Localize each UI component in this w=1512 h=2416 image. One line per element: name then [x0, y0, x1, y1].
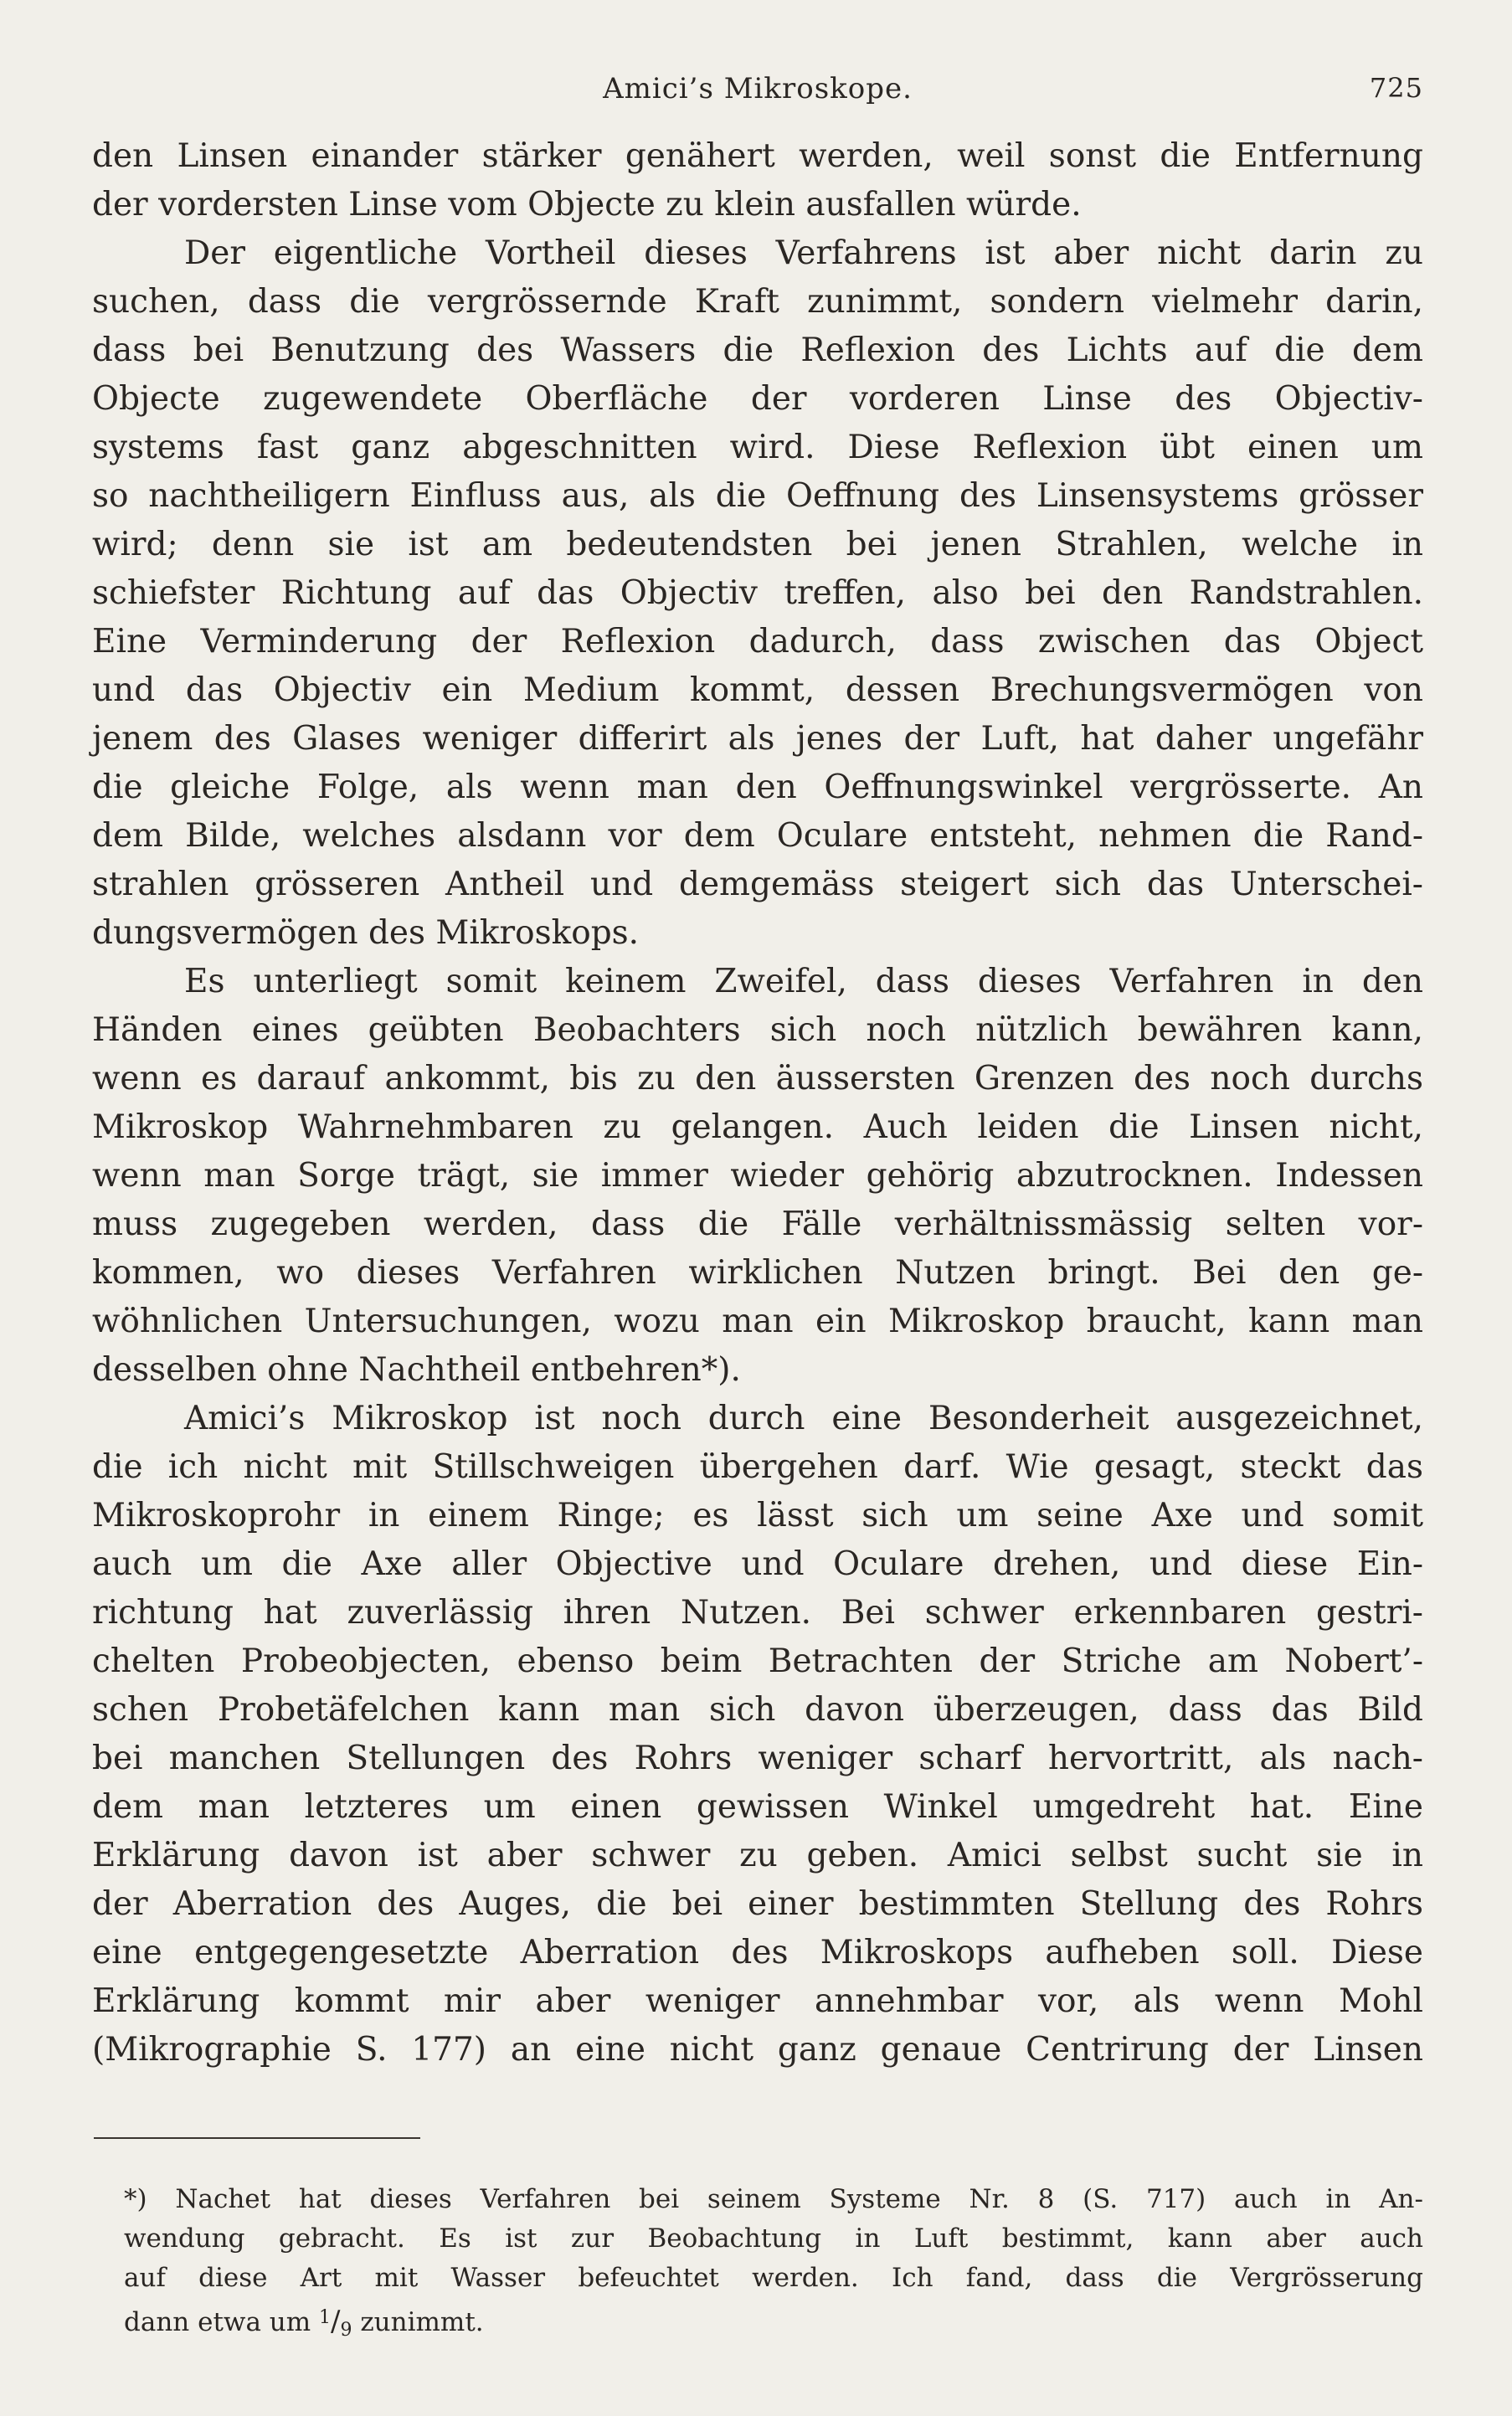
text-line: schen Probetäfelchen kann man sich davon überzeugen, dass das Bild — [92, 1691, 1423, 1729]
text-line: Eine Verminderung der Reflexion dadurch, dass zwischen das Object — [92, 623, 1423, 661]
text-line: der vordersten Linse vom Objecte zu klein ausfallen würde. — [92, 186, 1082, 224]
text-line: dem man letzteres um einen gewissen Winkel umgedreht hat. Eine — [92, 1788, 1423, 1826]
text-line: Mikroskop Wahrnehmbaren zu gelangen. Auch leiden die Linsen nicht, — [92, 1108, 1423, 1146]
footnote — [124, 2180, 1423, 2341]
text-line: auch um die Axe aller Objective und Oculare drehen, und diese Ein- — [92, 1545, 1423, 1583]
text-line: dungsvermögen des Mikroskops. — [92, 914, 640, 952]
page-number: 725 — [1369, 72, 1423, 104]
text-line: wenn man Sorge trägt, sie immer wieder gehörig abzutrocknen. Indessen — [92, 1157, 1423, 1195]
footnote-line: *) Nachet hat dieses Verfahren bei seinem Systeme Nr. 8 (S. 717) auch in An- — [124, 2184, 1423, 2214]
text-line: chelten Probeobjecten, ebenso beim Betrachten der Striche am Nobert’- — [92, 1642, 1423, 1680]
text-line: den Linsen einander stärker genähert werden, weil sonst die Entfernung — [92, 137, 1423, 175]
text-line: eine entgegengesetzte Aberration des Mikroskops aufheben soll. Diese — [92, 1934, 1423, 1971]
text-line: (Mikrographie S. 177) an eine nicht ganz genaue Centrirung der Linsen — [92, 2031, 1423, 2069]
fraction-numerator: 1 — [319, 2307, 332, 2328]
text-line: Erklärung kommt mir aber weniger annehmbar vor, als wenn Mohl — [92, 1982, 1423, 2020]
body-text — [92, 132, 1423, 2074]
fraction-denominator: 9 — [340, 2320, 352, 2341]
text-line: richtung hat zuverlässig ihren Nutzen. Bei schwer erkennbaren gestri- — [92, 1594, 1423, 1632]
text-line: Händen eines geübten Beobachters sich noch nützlich bewähren kann, — [92, 1011, 1423, 1049]
text-line: wöhnlichen Untersuchungen, wozu man ein Mikroskop braucht, kann man — [92, 1303, 1423, 1340]
running-title: Amici’s Mikroskope. — [603, 72, 913, 105]
text-line: jenem des Glases weniger differirt als jenes der Luft, hat daher ungefähr — [92, 720, 1423, 758]
text-line: schiefster Richtung auf das Objectiv treffen, also bei den Randstrahlen. — [92, 574, 1423, 612]
text-line: Amici’s Mikroskop ist noch durch eine Besonderheit ausgezeichnet, — [184, 1400, 1423, 1437]
text-line: Der eigentliche Vortheil dieses Verfahrens ist aber nicht darin zu — [184, 234, 1423, 272]
text-line: kommen, wo dieses Verfahren wirklichen Nutzen bringt. Bei den ge- — [92, 1254, 1423, 1292]
text-line: und das Objectiv ein Medium kommt, dessen Brechungsvermögen von — [92, 671, 1423, 709]
text-line: die ich nicht mit Stillschweigen übergehen darf. Wie gesagt, steckt das — [92, 1448, 1423, 1486]
text-line: bei manchen Stellungen des Rohrs weniger scharf hervortritt, als nach- — [92, 1740, 1423, 1777]
text-line: Es unterliegt somit keinem Zweifel, dass dieses Verfahren in den — [184, 963, 1423, 1000]
fraction-slash: / — [331, 2305, 341, 2338]
text-line: strahlen grösseren Antheil und demgemäss steigert sich das Unterschei- — [92, 866, 1423, 903]
footnote-divider — [94, 2137, 420, 2139]
text-line: wird; denn sie ist am bedeutendsten bei jenen Strahlen, welche in — [92, 526, 1423, 563]
text-line: die gleiche Folge, als wenn man den Oeffnungswinkel vergrösserte. An — [92, 768, 1423, 806]
text-line: Objecte zugewendete Oberfläche der vorderen Linse des Objectiv- — [92, 380, 1423, 418]
text-line: so nachtheiligern Einfluss aus, als die Oeffnung des Linsensystems grösser — [92, 477, 1423, 515]
text-line: Erklärung davon ist aber schwer zu geben. Amici selbst sucht sie in — [92, 1837, 1423, 1874]
text-line: suchen, dass die vergrössernde Kraft zunimmt, sondern vielmehr darin, — [92, 283, 1423, 321]
text-line: dass bei Benutzung des Wassers die Reflexion des Lichts auf die dem — [92, 332, 1423, 369]
footnote-line — [124, 2298, 1423, 2341]
text-line: systems fast ganz abgeschnitten wird. Diese Reflexion übt einen um — [92, 429, 1423, 466]
text-line: dem Bilde, welches alsdann vor dem Oculare entsteht, nehmen die Rand- — [92, 817, 1423, 855]
fraction — [319, 2305, 352, 2341]
footnote-text: dann etwa um — [124, 2307, 311, 2337]
text-line: Mikroskoprohr in einem Ringe; es lässt sich um seine Axe und somit — [92, 1497, 1423, 1534]
text-line: muss zugegeben werden, dass die Fälle verhältnissmässig selten vor- — [92, 1205, 1423, 1243]
footnote-text: zunimmt. — [360, 2307, 484, 2337]
text-line: desselben ohne Nachtheil entbehren*). — [92, 1351, 741, 1389]
text-line: wenn es darauf ankommt, bis zu den äussersten Grenzen des noch durchs — [92, 1060, 1423, 1097]
footnote-line: auf diese Art mit Wasser befeuchtet werden. Ich fand, dass die Vergrösserung — [124, 2263, 1423, 2293]
text-line: der Aberration des Auges, die bei einer bestimmten Stellung des Rohrs — [92, 1885, 1423, 1923]
page-header — [92, 72, 1423, 119]
footnote-line: wendung gebracht. Es ist zur Beobachtung in Luft bestimmt, kann aber auch — [124, 2223, 1423, 2254]
